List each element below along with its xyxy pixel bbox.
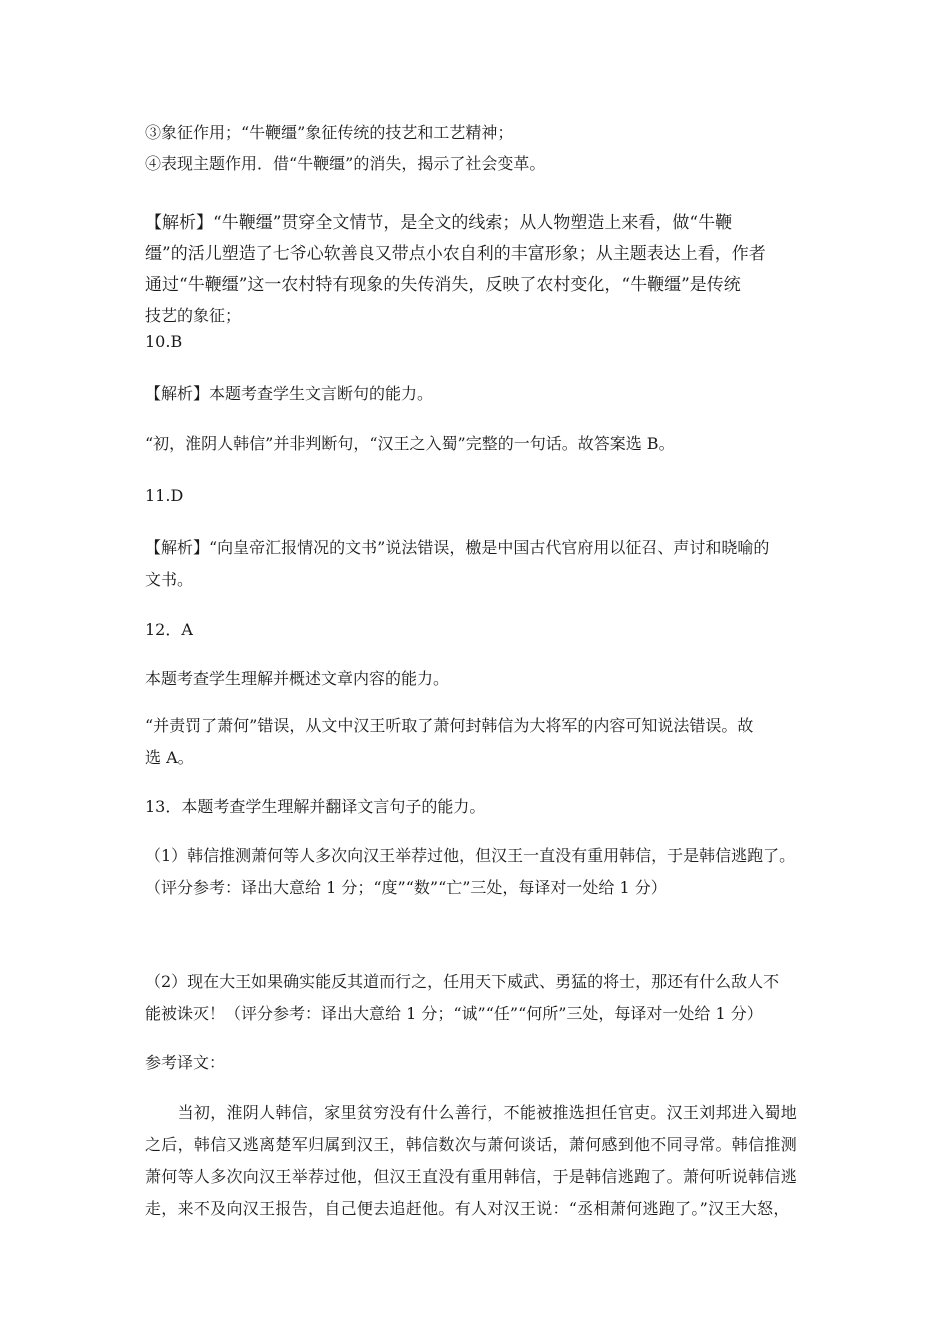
- translation-answer-2: 能被诛灭！（评分参考：译出大意给 1 分；“诚”“任”“何所”三处，每译对一处给 1 分）: [145, 1004, 763, 1023]
- question-number-10: 10.B: [145, 332, 183, 351]
- translation-answer-2: （2）现在大王如果确实能反其道而行之，任用天下威武、勇猛的将士，那还有什么敌人不: [145, 972, 780, 991]
- reference-translation-line: 萧何等人多次向汉王举荐过他，但汉王直没有重用韩信，于是韩信逃跑了。萧何听说韩信逃: [145, 1167, 798, 1186]
- scoring-reference-1: （评分参考：译出大意给 1 分；“度”“数”“亡”三处，每译对一处给 1 分）: [145, 878, 667, 897]
- analysis-line: 【解析】本题考查学生文言断句的能力。: [145, 384, 434, 403]
- analysis-line: 技艺的象征；: [145, 306, 242, 325]
- answer-line: 本题考查学生理解并概述文章内容的能力。: [145, 669, 450, 688]
- analysis-line: 文书。: [145, 570, 194, 589]
- reference-translation-line: 之后，韩信又逃离楚军归属到汉王，韩信数次与萧何谈话，萧何感到他不同寻常。韩信推测: [145, 1135, 798, 1154]
- reference-translation-line: 走，来不及向汉王报告，自己便去追赶他。有人对汉王说：“丞相萧何逃跑了。”汉王大怒，: [145, 1199, 790, 1218]
- answer-line: 选 A。: [145, 748, 194, 767]
- answer-line-theme-function: ④表现主题作用．借“牛鞭缰”的消失，揭示了社会变革。: [145, 154, 546, 173]
- analysis-line: 缰”的活儿塑造了七爷心软善良又带点小农自利的丰富形象；从主题表达上看，作者: [145, 244, 766, 264]
- reference-translation-heading: 参考译文：: [145, 1053, 226, 1072]
- answer-line: “初，淮阴人韩信”并非判断句，“汉王之入蜀”完整的一句话。故答案选 B。: [145, 434, 675, 453]
- translation-answer-1: （1）韩信推测萧何等人多次向汉王举荐过他，但汉王一直没有重用韩信，于是韩信逃跑了。: [145, 846, 796, 865]
- analysis-line: 【解析】“向皇帝汇报情况的文书”说法错误，檄是中国古代官府用以征召、声讨和晓喻的: [145, 538, 770, 557]
- answer-line-symbolic-function: ③象征作用；“牛鞭缰”象征传统的技艺和工艺精神；: [145, 123, 514, 142]
- question-number-13: 13．本题考查学生理解并翻译文言句子的能力。: [145, 797, 486, 816]
- analysis-line: 【解析】“牛鞭缰”贯穿全文情节，是全文的线索；从人物塑造上来看，做“牛鞭: [145, 213, 733, 233]
- reference-translation-line: 当初，淮阴人韩信，家里贫穷没有什么善行，不能被推选担任官吏。汉王刘邦进入蜀地: [145, 1103, 798, 1122]
- answer-line: “并责罚了萧何”错误，从文中汉王听取了萧何封韩信为大将军的内容可知说法错误。故: [145, 716, 754, 735]
- question-number-11: 11.D: [145, 486, 184, 505]
- question-number-12: 12．A: [145, 620, 193, 639]
- analysis-line: 通过“牛鞭缰”这一农村特有现象的失传消失，反映了农村变化，“牛鞭缰”是传统: [145, 275, 741, 295]
